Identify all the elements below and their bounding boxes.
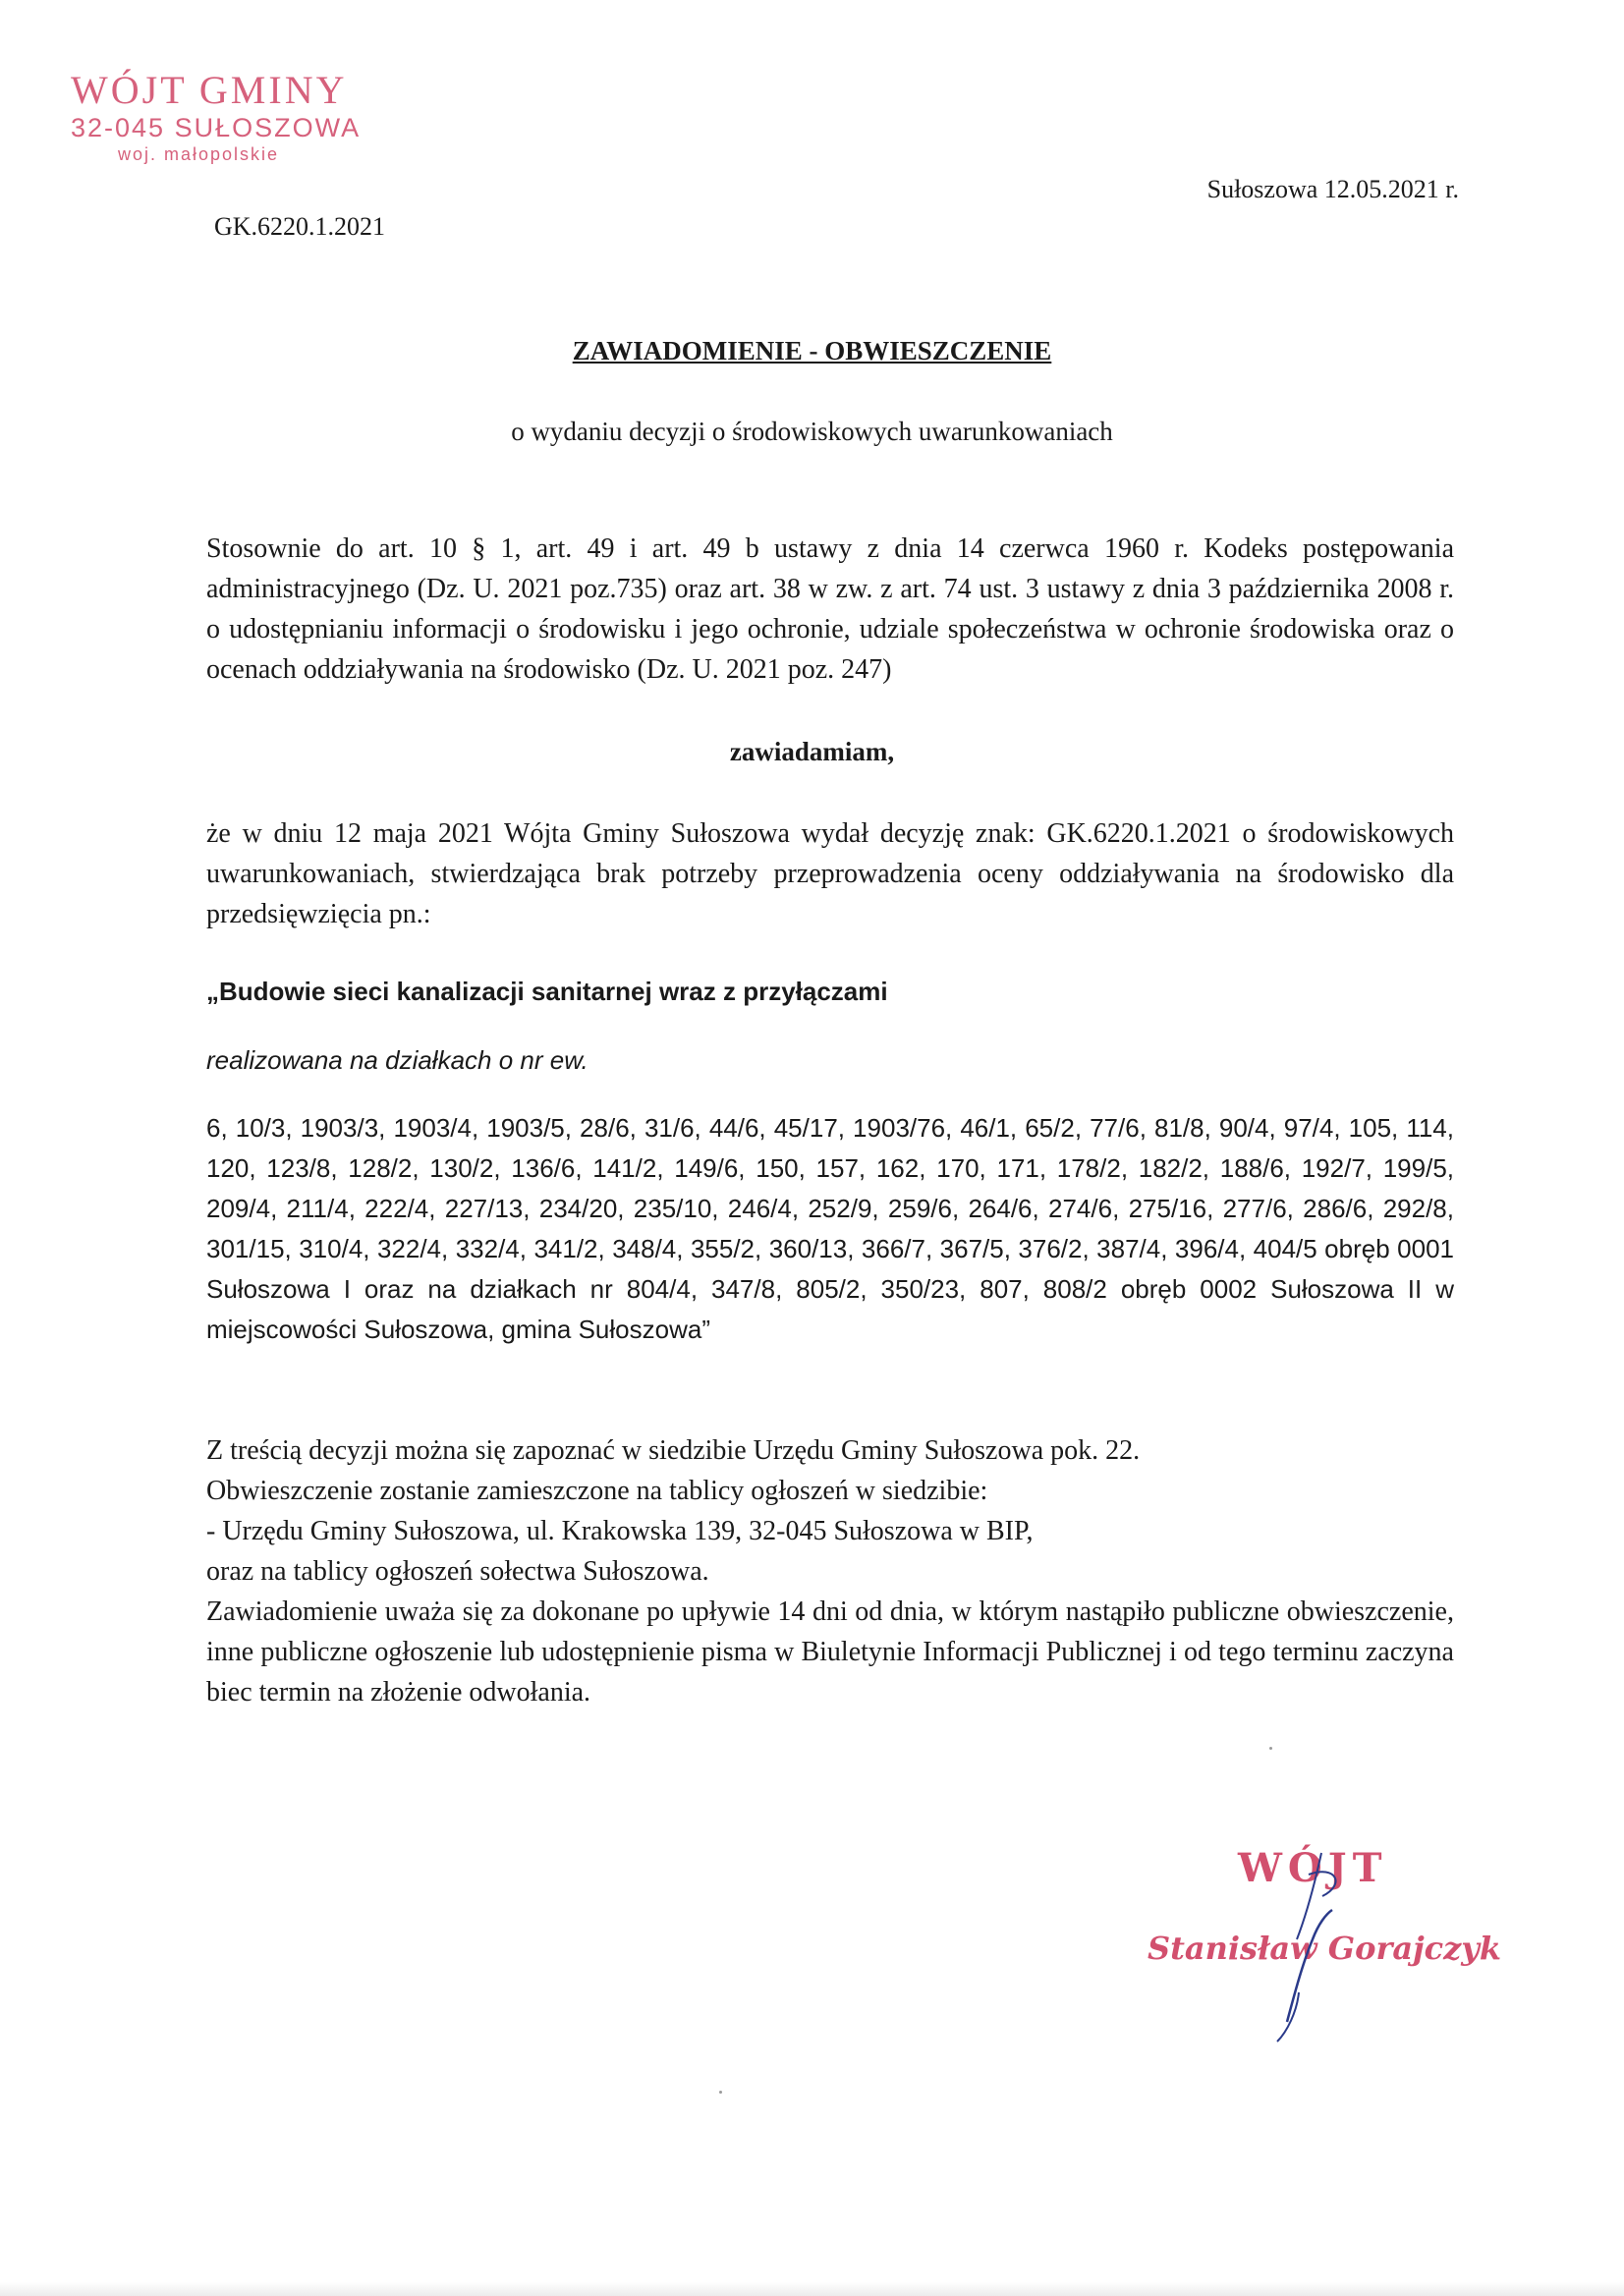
document-title: ZAWIADOMIENIE - OBWIESZCZENIE <box>572 336 1052 365</box>
parcel-list: 6, 10/3, 1903/3, 1903/4, 1903/5, 28/6, 31/6, 44/6, 45/17, 1903/76, 46/1, 65/2, 77/6, 81/8, 90/4, 97/4, 105, 114, 120, 123/8, 128/2, 130/2, 136/6, 141/2, 149/6, 150, 157, 162, 170, 171, 178/2, 182/2, 188/6, 192/7, 199/5, 209/4, 211/4, 222/4, 227/13, 234/20, 235/10, 246/4, 252/9, 259/6, 264/6, 274/6, 275/16, 277/6, 286/6, 292/8, 301/15, 310/4, 322/4, 332/4, 341/2, 348/4, 355/2, 360/13, 366/7, 367/5, 376/2, 387/4, 396/4, 404/5 obręb 0001 Sułoszowa I oraz na działkach nr 804/4, 347/8, 805/2, 350/23, 807, 808/2 obręb 0002 Sułoszowa II w miejscowości Sułoszowa, gmina Sułoszowa” <box>206 1113 1454 1344</box>
scan-speck <box>719 2091 722 2094</box>
signature-title: WÓJT <box>1238 1845 1388 1891</box>
reference-number: GK.6220.1.2021 <box>214 212 386 241</box>
document-subtitle: o wydaniu decyzji o środowiskowych uwarunkowaniach <box>511 417 1113 446</box>
decision-paragraph: że w dniu 12 maja 2021 Wójta Gminy Sułoszowa wydał decyzję znak: GK.6220.1.2021 o środowiskowych uwarunkowaniach, stwierdzająca brak potrzeby przeprowadzenia oceny oddziaływania na środowisko dla przedsięwzięcia pn.: <box>206 818 1454 929</box>
closing-line: oraz na tablicy ogłoszeń sołectwa Sułoszowa. <box>206 1556 709 1587</box>
office-stamp <box>65 69 379 165</box>
scan-speck <box>1269 1747 1272 1750</box>
stamp-address: 32-045 SUŁOSZOWA <box>71 113 362 142</box>
legal-basis-paragraph: Stosownie do art. 10 § 1, art. 49 i art. 49 b ustawy z dnia 14 czerwca 1960 r. Kodeks postępowania administracyjnego (Dz. U. 2021 poz.735) oraz art. 38 w zw. z art. 74 ust. 3 ustawy z dnia 3 października 2008 r. o udostępnianiu informacji o środowisku i jego ochronie, udziale społeczeństwa w ochronie środowiska oraz o ocenach oddziaływania na środowisko (Dz. U. 2021 poz. 247) <box>206 533 1454 685</box>
place-and-date: Sułoszowa 12.05.2021 r. <box>1206 175 1459 203</box>
stamp-office-name: WÓJT GMINY <box>71 68 348 112</box>
closing-line: Z treścią decyzji można się zapoznać w siedzibie Urzędu Gminy Sułoszowa pok. 22. <box>206 1435 1141 1466</box>
handwritten-signature-icon <box>1140 1845 1493 2081</box>
closing-line: Zawiadomienie uważa się za dokonane po upływie 14 dni od dnia, w którym nastąpiło publiczne obwieszczenie, inne publiczne ogłoszenie lub udostępnienie pisma w Biuletynie Informacji Publicznej i od tego terminu zaczyna biec termin na złożenie odwołania. <box>206 1596 1454 1708</box>
project-name: „Budowie sieci kanalizacji sanitarnej wraz z przyłączami <box>206 977 888 1006</box>
closing-line: Obwieszczenie zostanie zamieszczone na tablicy ogłoszeń w siedzibie: <box>206 1476 988 1506</box>
notice-heading: zawiadamiam, <box>729 737 895 766</box>
stamp-region: woj. małopolskie <box>118 144 280 164</box>
closing-line: - Urzędu Gminy Sułoszowa, ul. Krakowska 139, 32-045 Sułoszowa w BIP, <box>206 1516 1034 1546</box>
realized-on-label: realizowana na działkach o nr ew. <box>206 1045 588 1075</box>
signature-stamp <box>1140 1845 1502 2081</box>
scan-edge <box>0 2282 1624 2296</box>
signature-name: Stanisław Gorajczyk <box>1148 1930 1502 1967</box>
closing-section <box>206 1430 1454 1712</box>
